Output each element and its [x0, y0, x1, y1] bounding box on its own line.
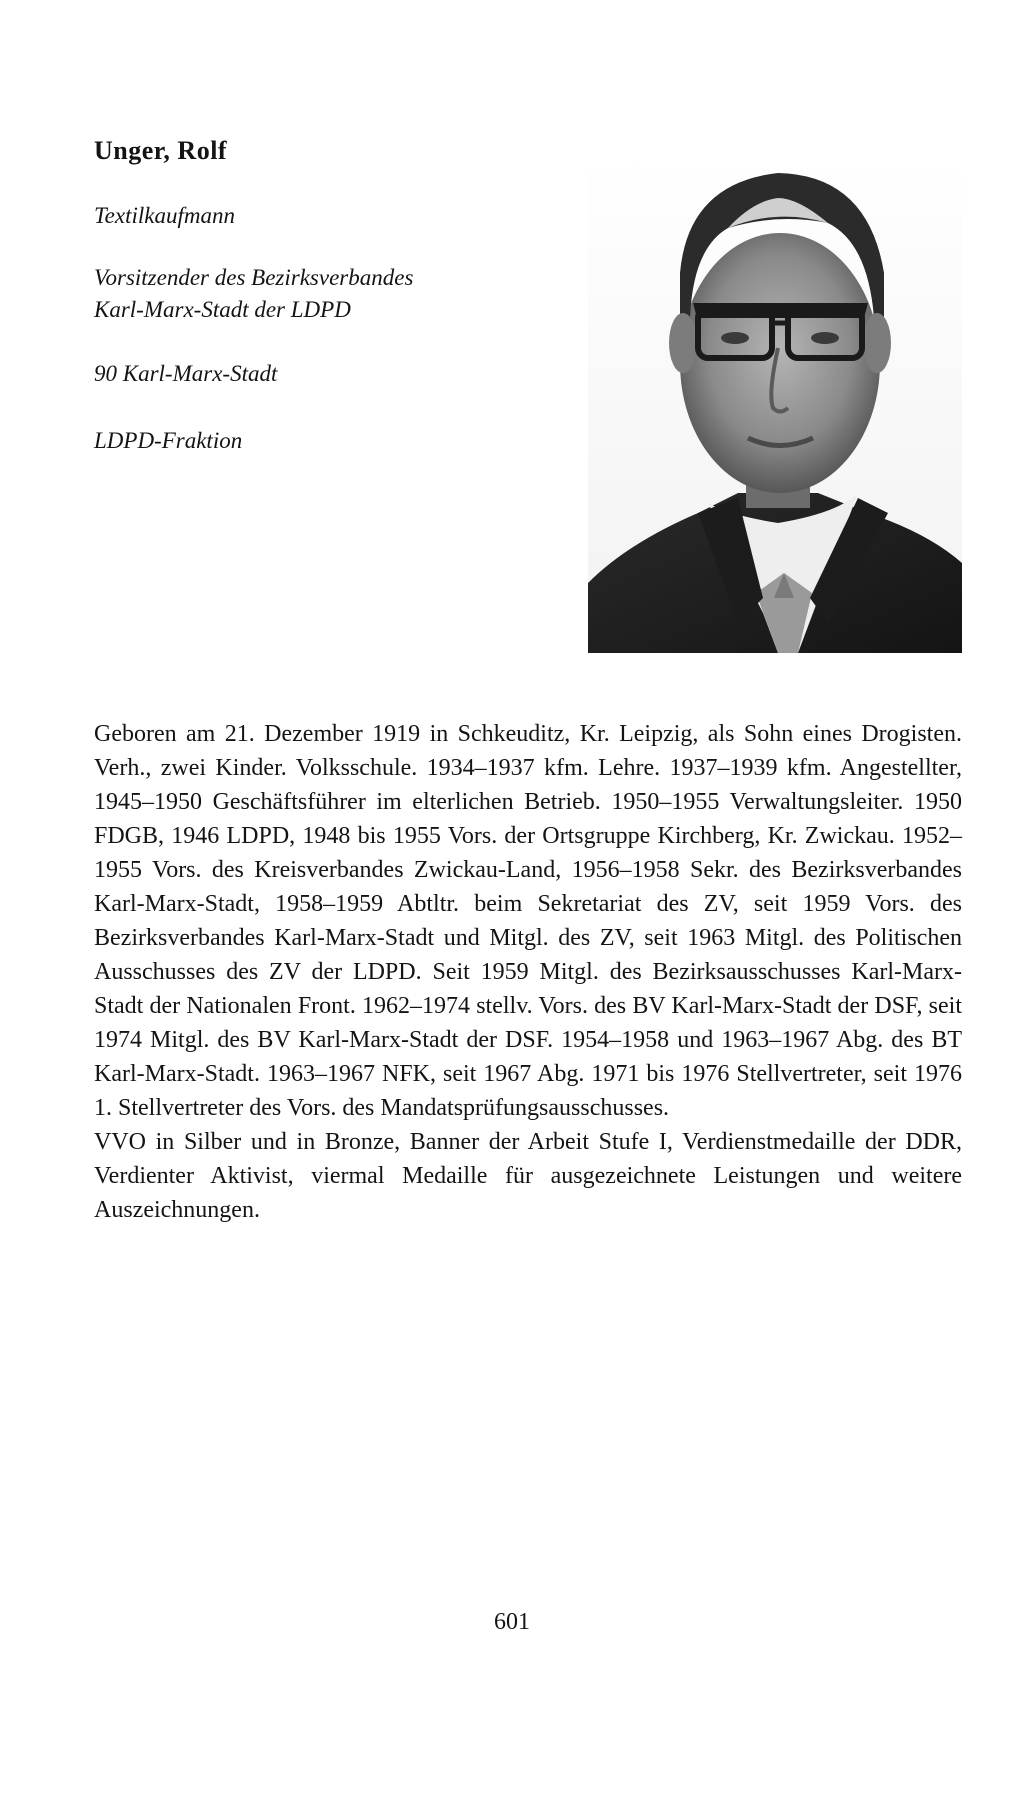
- faction-text: LDPD-Fraktion: [94, 428, 243, 453]
- position-line-2: Karl-Marx-Stadt der LDPD: [94, 297, 351, 322]
- address-text: 90 Karl-Marx-Stadt: [94, 361, 278, 386]
- biography-awards: VVO in Silber und in Bronze, Banner der Arbeit Stufe I, Verdienstmedaille der DDR, Verdienter Aktivist, viermal Medaille für ausgezeichnete Leistungen und weitere Auszeichnungen.: [94, 1129, 962, 1223]
- faction: [94, 425, 242, 457]
- position-line-1: Vorsitzender des Bezirksverbandes: [94, 265, 414, 290]
- profession-text: Textilkaufmann: [94, 203, 235, 228]
- biography: [94, 717, 962, 1227]
- portrait-photo: [588, 153, 962, 653]
- profession: [94, 200, 235, 232]
- person-name: Unger, Rolf: [94, 136, 228, 165]
- address: [94, 358, 277, 390]
- page-number: 601: [494, 1609, 530, 1635]
- biography-career: Geboren am 21. Dezember 1919 in Schkeuditz, Kr. Leipzig, als Sohn eines Drogisten. Verh., zwei Kinder. Volksschule. 1934–1937 kfm. Lehre. 1937–1939 kfm. Angestellter, 1945–1950 Geschäftsführer im elterlichen Betrieb. 1950–1955 Verwaltungsleiter. 1950 FDGB, 1946 LDPD, 1948 bis 1955 Vors. der Ortsgruppe Kirchberg, Kr. Zwickau. 1952–1955 Vors. des Kreisverbandes Zwickau-Land, 1956–1958 Sekr. des Bezirksverbandes Karl-Marx-Stadt, 1958–1959 Abtltr. beim Sekretariat des ZV, seit 1959 Vors. des Bezirksverbandes Karl-Marx-Stadt und Mitgl. des ZV, seit 1963 Mitgl. des Politischen Ausschusses des ZV der LDPD. Seit 1959 Mitgl. des Bezirksausschusses Karl-Marx-Stadt der Nationalen Front. 1962–1974 stellv. Vors. des BV Karl-Marx-Stadt der DSF, seit 1974 Mitgl. des BV Karl-Marx-Stadt der DSF. 1954–1958 und 1963–1967 Abg. des BT Karl-Marx-Stadt. 1963–1967 NFK, seit 1967 Abg. 1971 bis 1976 Stellvertreter, seit 1976 1. Stellvertreter des Vors. des Mandatsprüfungsausschusses.: [94, 721, 962, 1121]
- position: [94, 262, 413, 326]
